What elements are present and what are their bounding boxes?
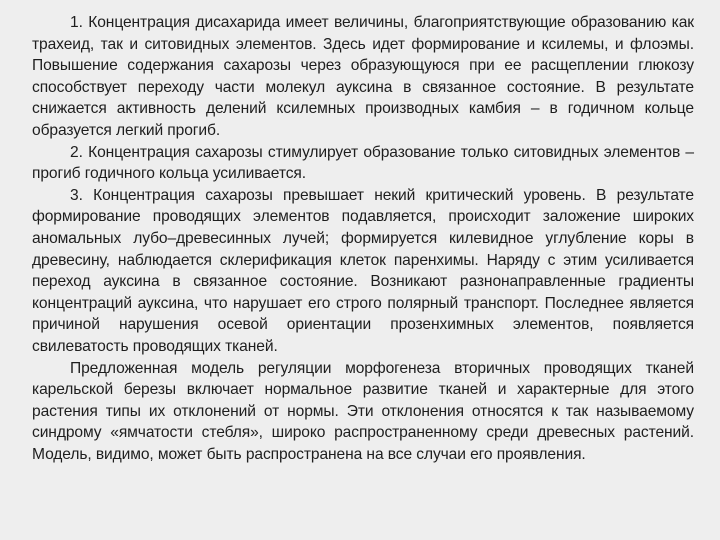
paragraph-1: 1. Концентрация дисахарида имеет величины, благоприятствующие образованию как трахеид, так и ситовидных элементов. Здесь идет формирование и ксилемы, и флоэмы. Повышение содержания сахарозы через образующуюся при ее расщеплении глюкозу способствует переходу части молекул ауксина в связанное состояние. В результате снижается активность делений ксилемных производных камбия – в годичном кольце образуется легкий прогиб. [32,14,694,139]
paragraph-4: Предложенная модель регуляции морфогенеза вторичных проводящих тканей карельской березы включает нормальное развитие тканей и характерные для этого растения типы их отклонений от нормы. Эти отклонения относятся к так называемому синдрому «ямчатости стебля», широко распространенному среди древесных растений. Модель, видимо, может быть распространена на все случаи его проявления. [32,359,694,463]
paragraph-2: 2. Концентрация сахарозы стимулирует образование только ситовидных элементов – прогиб годичного кольца усиливается. [32,143,694,183]
document-body [32,12,694,465]
paragraph-3: 3. Концентрация сахарозы превышает некий критический уровень. В результате формирование проводящих элементов подавляется, происходит заложение широких аномальных лубо–древесинных лучей; формируется килевидное углубление коры в древесину, наблюдается склерификация клеток паренхимы. Наряду с этим усиливается переход ауксина в связанное состояние. Возникают разнонаправленные градиенты концентраций ауксина, что нарушает его строго полярный транспорт. Последнее является причиной нарушения осевой ориентации прозенхимных элементов, появляется свилеватость проводящих тканей. [32,186,694,355]
